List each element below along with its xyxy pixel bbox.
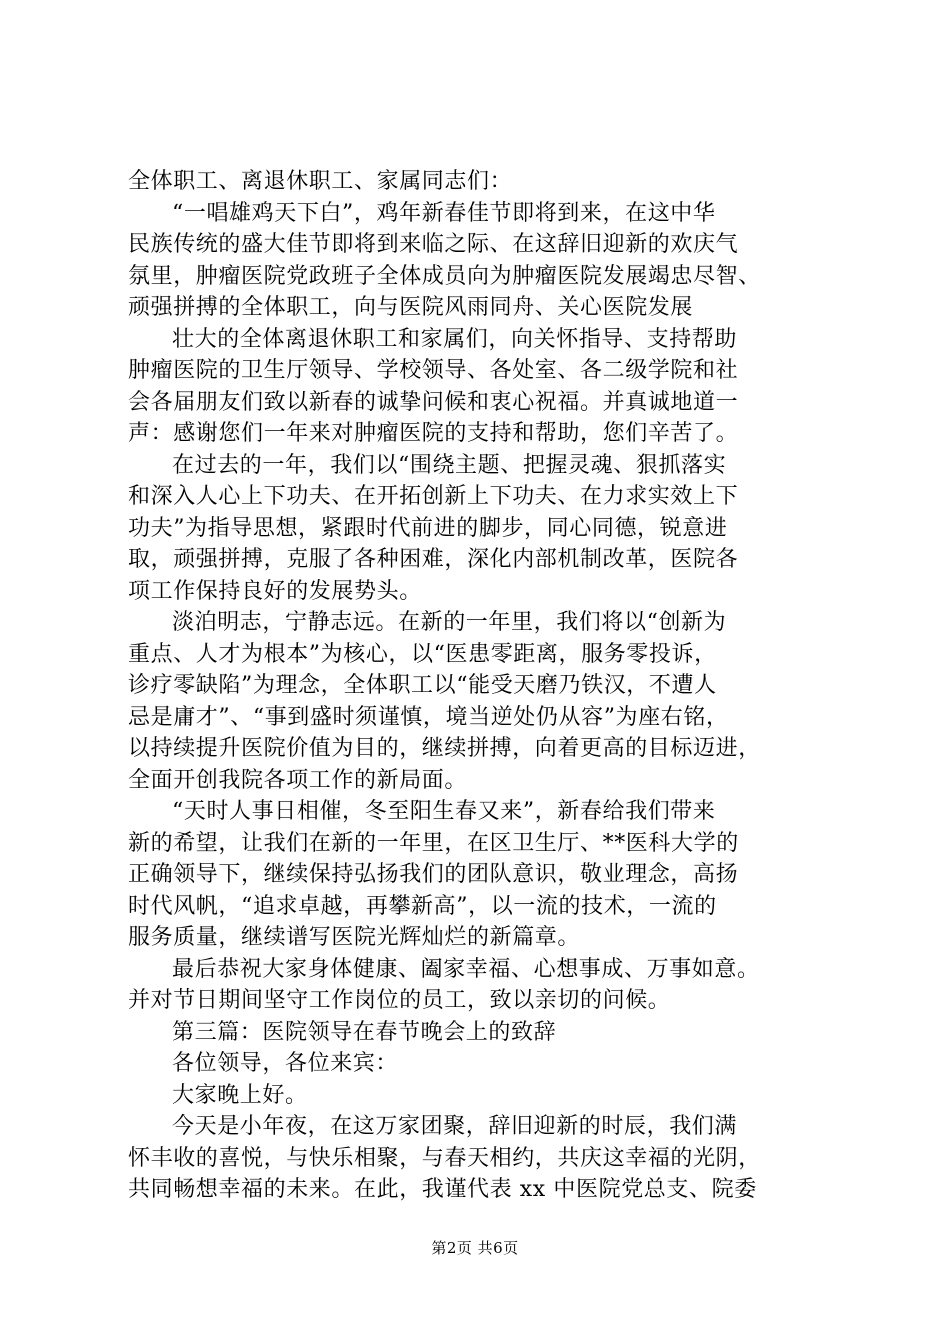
text-line: 全面开创我院各项工作的新局面。 [128,767,468,793]
text-line: 肿瘤医院的卫生厅领导、学校领导、各处室、各二级学院和社 [128,358,739,383]
text-line: 大家晚上好。 [172,1082,308,1108]
text-line: 共同畅想幸福的未来。在此，我谨代表 xx 中医院党总支、院委 [128,1177,757,1202]
text-line: 第三篇：医院领导在春节晚会上的致辞 [172,1019,557,1045]
text-line: 怀丰收的喜悦，与快乐相聚，与春天相约，共庆这幸福的光阴， [128,1145,761,1171]
text-line: 民族传统的盛大佳节即将到来临之际、在这辞旧迎新的欢庆气 [128,232,739,257]
text-line: 忌是庸才”、“事到盛时须谨慎，境当逆处仍从容”为座右铭， [128,704,729,730]
text-line: 淡泊明志，宁静志远。在新的一年里，我们将以“创新为 [172,610,727,635]
text-line: 声：感谢您们一年来对肿瘤医院的支持和帮助，您们辛苦了。 [128,421,739,446]
text-line: 各位领导，各位来宾： [172,1051,399,1076]
text-line: 功夫”为指导思想，紧跟时代前进的脚步，同心同德，锐意进 [128,515,728,541]
text-line: 最后恭祝大家身体健康、阖家幸福、心想事成、万事如意。 [172,956,760,982]
text-line: 重点、人才为根本”为核心，以“医患零距离，服务零投诉， [128,641,717,667]
text-line: 顽强拼搏的全体职工，向与医院风雨同舟、关心医院发展 [128,295,694,320]
text-line: 取，顽强拼搏，克服了各种困难，深化内部机制改革，医院各 [128,547,739,572]
text-line: 在过去的一年，我们以“围绕主题、把握灵魂、狠抓落实 [172,452,727,478]
text-line: 并对节日期间坚守工作岗位的员工，致以亲切的问候。 [128,988,671,1013]
text-line: “一唱雄鸡天下白”，鸡年新春佳节即将到来，在这中华 [172,200,716,226]
text-line: 正确领导下，继续保持弘扬我们的团队意识，敬业理念，高扬 [128,862,739,887]
text-line: 时代风帆，“追求卓越，再攀新高”，以一流的技术，一流的 [128,893,717,919]
text-line: “天时人事日相催，冬至阳生春又来”，新春给我们带来 [172,799,716,824]
text-line: 和深入人心上下功夫、在开拓创新上下功夫、在力求实效上下 [128,484,739,509]
text-line: 全体职工、离退休职工、家属同志们： [128,169,513,194]
text-line: 壮大的全体离退休职工和家属们，向关怀指导、支持帮助 [172,326,738,352]
text-line: 项工作保持良好的发展势头。 [128,578,422,604]
text-line: 会各届朋友们致以新春的诚挚问候和衷心祝福。并真诚地道一 [128,389,739,415]
text-line: 服务质量，继续谱写医院光辉灿烂的新篇章。 [128,925,581,950]
text-line: 以持续提升医院价值为目的，继续拼搏，向着更高的目标迈进， [128,736,761,761]
text-line: 诊疗零缺陷”为理念，全体职工以“能受天磨乃铁汉，不遭人 [128,673,717,698]
document-body [128,166,838,1206]
text-line: 新的希望，让我们在新的一年里，在区卫生厅、**医科大学的 [128,830,739,856]
text-line: 氛里，肿瘤医院党政班子全体成员向为肿瘤医院发展竭忠尽智、 [128,263,761,289]
text-line: 今天是小年夜，在这万家团聚，辞旧迎新的时辰，我们满 [172,1114,738,1139]
page-footer: 第2页 共6页 [431,1239,519,1257]
